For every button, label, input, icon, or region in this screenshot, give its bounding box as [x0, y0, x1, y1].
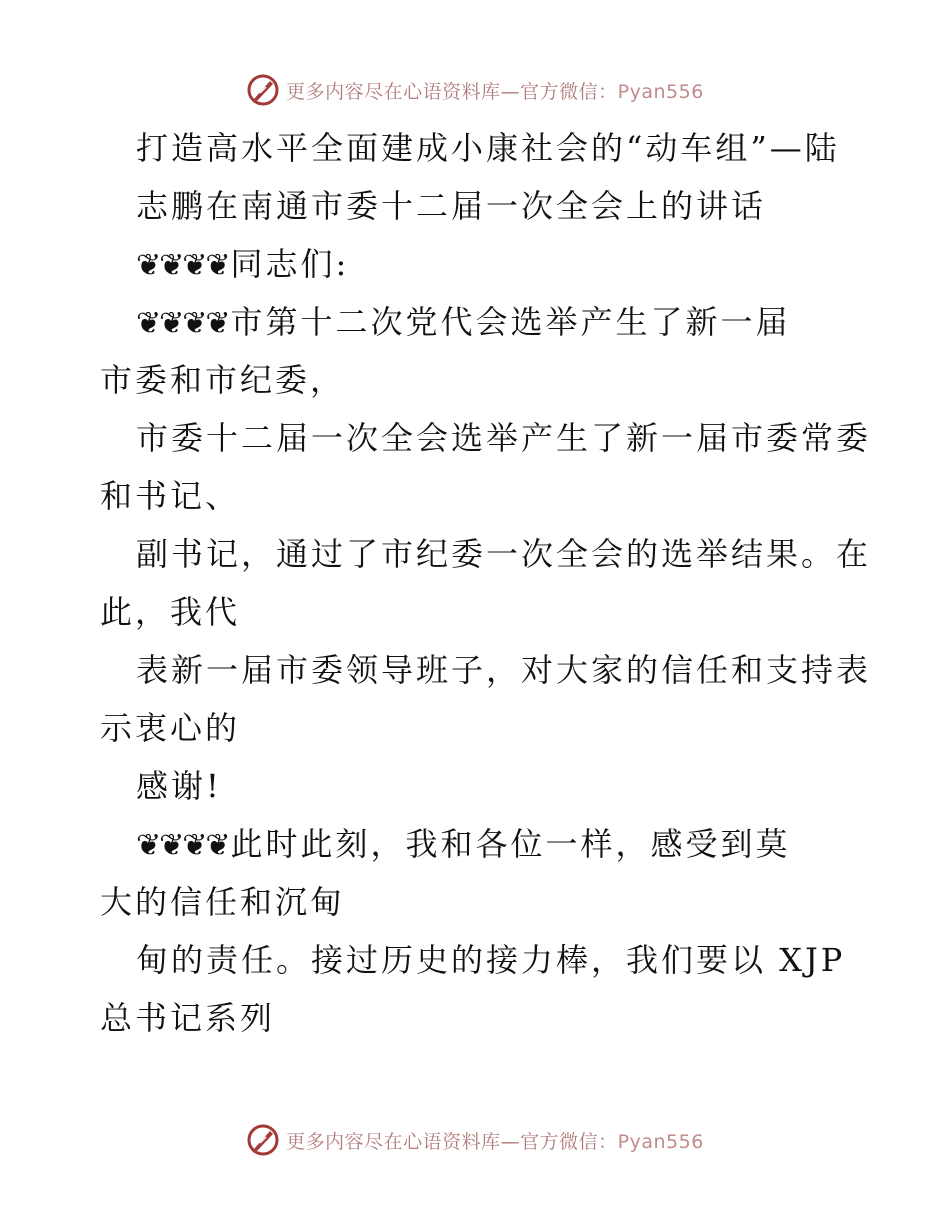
footer-watermark	[0, 1122, 950, 1158]
text-line: 感谢!	[136, 767, 222, 805]
ornament-icon: ❦❦❦❦	[136, 306, 229, 341]
text-line: 打造高水平全面建成小康社会的“动车组”—陆	[136, 129, 840, 167]
text-line: 此，我代	[100, 593, 241, 631]
text-line: 市委十二届一次全会选举产生了新一届市委常委	[136, 419, 872, 457]
text-line: 市委和市纪委，	[100, 361, 346, 399]
ornament-icon: ❦❦❦❦	[136, 248, 229, 283]
ornament-icon: ❦❦❦❦	[136, 828, 229, 863]
text-line: 示衷心的	[100, 709, 241, 747]
quill-pen-logo-icon	[246, 1123, 280, 1157]
watermark-text: 更多内容尽在心语资料库—官方微信：Pyan556	[286, 80, 704, 103]
text-line: 副书记，通过了市纪委一次全会的选举结果。在	[136, 535, 872, 573]
text-line: ❦❦❦❦市第十二次党代会选举产生了新一届	[136, 302, 791, 342]
text-line: 表新一届市委领导班子，对大家的信任和支持表	[136, 651, 872, 689]
text-line: 甸的责任。接过历史的接力棒，我们要以 XJP	[136, 941, 846, 979]
text-line: 总书记系列	[100, 999, 276, 1037]
text-line: 志鹏在南通市委十二届一次全会上的讲话	[136, 187, 767, 225]
text-line: ❦❦❦❦同志们:	[136, 244, 349, 284]
watermark-text: 更多内容尽在心语资料库—官方微信：Pyan556	[286, 1130, 704, 1153]
text-line: 和书记、	[100, 477, 241, 515]
text-line: ❦❦❦❦此时此刻，我和各位一样，感受到莫	[136, 824, 791, 864]
text-line: 大的信任和沉甸	[100, 883, 346, 921]
